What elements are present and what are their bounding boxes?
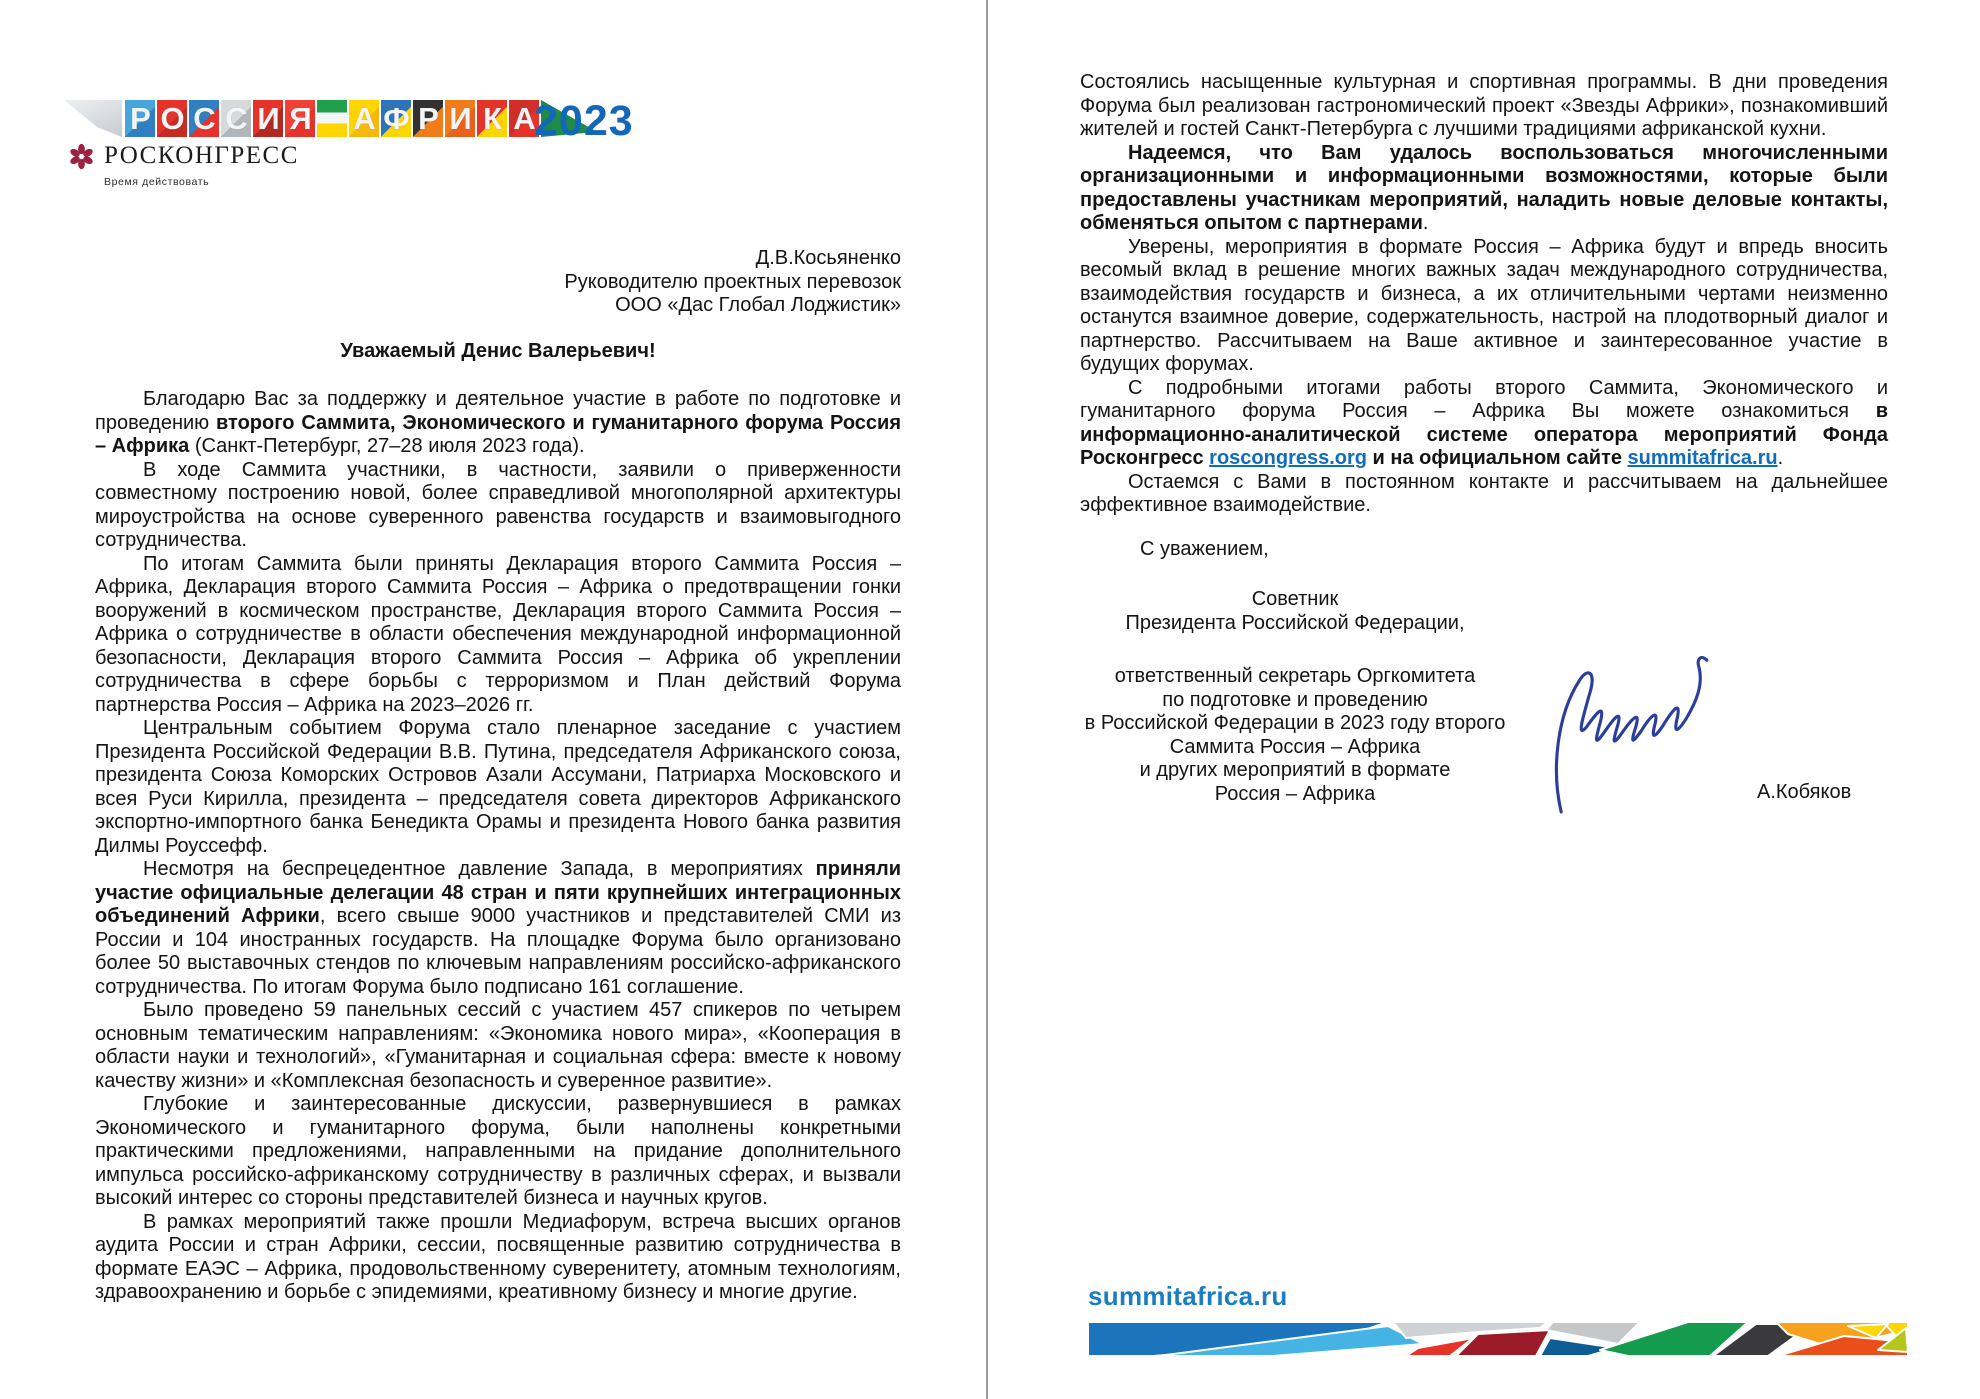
text-run: Несмотря на беспрецедентное давление Запада, в мероприятиях: [143, 858, 816, 880]
summitafrica-link[interactable]: summitafrica.ru: [1627, 447, 1778, 469]
paragraph: [1080, 377, 1888, 471]
logo-year: 2023: [534, 97, 634, 145]
logo-letter: А: [509, 100, 539, 137]
signer-title-block-1: [1080, 588, 1510, 635]
page-2-text-column: [1080, 71, 1888, 806]
signer-title-line: Советник: [1251, 588, 1339, 610]
logo-letter: Я: [285, 100, 315, 137]
paragraph: По итогам Саммита были приняты Декларация второго Саммита Россия – Африка, Декларация второго Саммита Россия – Африка о предотвращении гонки вооружений в космическом пространстве, Декларация второго Саммита Россия – Африка о сотрудничестве в области обеспечения международной информационной безопасности, Декларация второго Саммита Россия – Африка об укреплении сотрудничества в сфере борьбы с терроризмом и План действий Форума партнерства Россия – Африка на 2023–2026 гг.: [95, 552, 901, 716]
footer-mosaic-stripe: [1088, 1322, 1908, 1356]
addressee-position: Руководителю проектных перевозок: [564, 270, 901, 293]
text-run: .: [1422, 212, 1429, 234]
paragraph: [95, 388, 901, 459]
signer-name: А.Кобяков: [1757, 781, 1852, 803]
signer-title-line: по подготовке и проведению: [1162, 688, 1428, 711]
roscongress-link[interactable]: roscongress.org: [1209, 447, 1367, 469]
logo-letters: [125, 100, 541, 137]
paragraph: Уверены, мероприятия в формате Россия – Африка будут и впредь вносить весомый вклад в решение многих важных задач международного сотрудничества, взаимодействия государств и бизнеса, а их отличительными чертами неизменно останутся взаимное доверие, содержательность, настрой на плодотворный диалог и партнерство. Рассчитываем на Ваше активное и заинтересованное участие в будущих форумах.: [1080, 235, 1888, 375]
text-run: С подробными итогами работы второго Саммита, Экономического и гуманитарного форума Россия – Африка Вы можете ознакомиться: [1080, 376, 1888, 422]
page-1-text-column: [95, 247, 901, 1305]
addressee-block: [95, 247, 901, 318]
paragraph: [95, 858, 901, 999]
paragraph: В ходе Саммита участники, в частности, заявили о приверженности совместному построению новой, более справедливой многополярной архитектуры мироустройства на основе суверенного равенства государств и взаимовыгодного сотрудничества.: [95, 458, 901, 551]
paragraph: В рамках мероприятий также прошли Медиафорум, встреча высших органов аудита России и стран Африки, сессии, посвященные развитию сотрудничества в формате ЕАЭС – Африка, продовольственному суверенитету, атомным технологиям, здравоохранению и борьбе с эпидемиями, креативному бизнесу и многие другие.: [95, 1210, 901, 1303]
signer-title-line: Саммита Россия – Африка: [1169, 735, 1421, 758]
footer-website[interactable]: summitafrica.ru: [1088, 1281, 1288, 1311]
signer-title-line: Россия – Африка: [1214, 782, 1376, 805]
page-divider: [986, 0, 988, 1399]
text-run: .: [1777, 447, 1784, 469]
logo-letter: И: [253, 100, 283, 137]
addressee-company: ООО «Дас Глобал Лоджистик»: [615, 294, 901, 316]
logo-letter: О: [157, 100, 187, 137]
text-run: Благодарю Вас за поддержку и деятельное участие в работе по подготовке и проведению: [95, 388, 901, 434]
signer-title-block-2: [1080, 665, 1510, 806]
logo-letter: И: [445, 100, 475, 137]
regards-line: С уважением,: [1140, 537, 1269, 560]
logo-letter: Ф: [381, 100, 411, 137]
signer-title-line: ответственный секретарь Оргкомитета: [1114, 665, 1476, 687]
logo-letter: С: [189, 100, 219, 137]
signer-title-line: и других мероприятий в формате: [1139, 759, 1451, 781]
handwritten-signature: [1543, 638, 1721, 816]
text-run-bold: Надеемся, что Вам удалось воспользоваться многочисленными организационными и информационными возможностями, которые были предоставлены участникам мероприятий, наладить новые деловые контакты, обменяться опытом с партнерами: [1080, 141, 1888, 234]
paragraph: Центральным событием Форума стало пленарное заседание с участием Президента Российской Федерации В.В. Путина, председателя Африканского союза, президента Союза Коморских Островов Азали Ассумани, Патриарха Московского и всея Руси Кирилла, президента – председателя совета директоров Африканского экспортно-импортного банка Бенедикта Орамы и президента Нового банка развития Дилмы Роуссефф.: [95, 717, 901, 857]
roscongress-pinwheel-icon: [68, 143, 95, 170]
paragraph: [1080, 142, 1888, 236]
signer-title-line: Президента Российской Федерации,: [1125, 611, 1465, 634]
roscongress-tagline: Время действовать: [104, 176, 210, 188]
text-run-bold: в информационно-аналитической системе оператора мероприятий Фонда Росконгресс: [1080, 400, 1888, 469]
text-run: (Санкт-Петербург, 27–28 июля 2023 года).: [189, 435, 585, 457]
paragraph: Состоялись насыщенные культурная и спортивная программы. В дни проведения Форума был реализован гастрономический проект «Звезды Африки», познакомивший жителей и гостей Санкт-Петербурга с лучшими традициями африканской кухни.: [1080, 71, 1888, 140]
roscongress-wordmark: РОСКОНГРЕСС: [104, 142, 299, 169]
paragraph: Было проведено 59 панельных сессий с участием 457 спикеров по четырем основным тематическим направлениям: «Экономика нового мира», «Кооперация в области науки и технологий», «Гуманитарная и социальная сфера: вместе к новому качеству жизни» и «Комплексная безопасность и суверенное развитие».: [95, 999, 901, 1092]
text-run-bold: и на официальном сайте: [1367, 447, 1628, 469]
text-run-bold: приняли участие официальные делегации 48 стран и пяти крупнейших интеграционных объединений Африки: [95, 858, 901, 927]
salutation: Уважаемый Денис Валерьевич!: [340, 339, 656, 362]
paragraph: Глубокие и заинтересованные дискуссии, развернувшиеся в рамках Экономического и гуманитарного форума, были наполнены конкретными практическими предложениями, направленными на придание дополнительного импульса российско-африканскому сотрудничеству в различных сферах, и вызвали высокий интерес со стороны представителей бизнеса и научных кругов.: [95, 1093, 901, 1209]
logo-letter: Р: [125, 100, 155, 137]
logo-letter: Р: [413, 100, 443, 137]
roscongress-logo: [68, 142, 299, 170]
logo-letter: [317, 100, 347, 137]
logo-letter: С: [221, 100, 251, 137]
signer-title-line: в Российской Федерации в 2023 году второго: [1084, 712, 1506, 734]
text-run: , всего свыше 9000 участников и представителей СМИ из России и 104 иностранных государств. На площадке Форума было организовано более 50 выставочных стендов по ключевым направлениям российско-африканского сотрудничества. По итогам Форума было подписано 161 соглашение.: [95, 905, 901, 998]
logo-letter: К: [477, 100, 507, 137]
letter-body-page-1: [95, 388, 901, 1305]
addressee-name: Д.В.Косьяненко: [755, 247, 901, 269]
logo-flag-icon: [64, 100, 122, 137]
paragraph: Остаемся с Вами в постоянном контакте и рассчитываем на дальнейшее эффективное взаимодействие.: [1080, 470, 1888, 516]
russia-africa-logo: [64, 100, 597, 137]
text-run-bold: второго Саммита, Экономического и гуманитарного форума Россия – Африка: [95, 411, 901, 457]
logo-letter: А: [349, 100, 379, 137]
